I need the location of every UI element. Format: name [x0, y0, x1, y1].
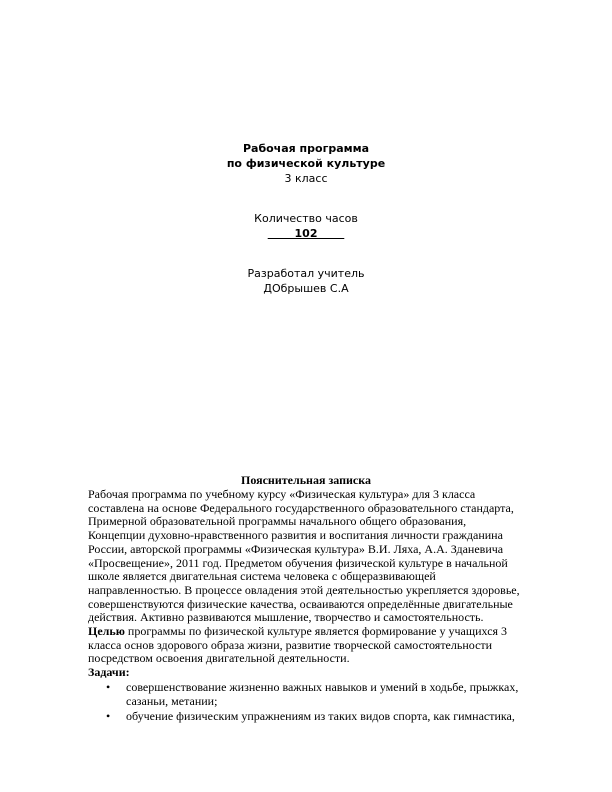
author-label: Разработал учитель: [247, 267, 365, 280]
program-subject: по физической культуре: [226, 157, 386, 170]
hours-value: 102: [267, 227, 345, 240]
author-name: ДОбрышев С.А: [263, 282, 349, 295]
title-block: [0, 141, 612, 186]
tasks-list: [88, 681, 528, 726]
list-item: [88, 681, 528, 708]
tasks-label: Задачи:: [88, 665, 130, 680]
note-body: [88, 488, 520, 680]
author-block: [0, 266, 612, 296]
note-heading: Пояснительная записка: [240, 473, 371, 487]
list-item: [88, 710, 528, 724]
bullet-icon: •: [106, 680, 111, 694]
hours-label: Количество часов: [254, 212, 358, 225]
program-title: Рабочая программа: [242, 142, 370, 155]
goal-text: программы по физической культуре является формирование у учащихся 3 класса основ здорового образа жизни, развитие творческой самостоятельности посредством освоения двигательной деятельности.: [88, 624, 508, 666]
goal-label: Целью: [88, 624, 125, 639]
note-paragraph: Рабочая программа по учебному курсу «Физическая культура» для 3 класса составлена на основе Федерального государственного образовательного стандарта, Примерной образовательной программы начального общего образования, Концепции духовно-нравственного развития и воспитания личности гражданина России, авторской программы «Физическая культура» В.И. Ляха, А.А. Зданевича «Просвещение», 2011 год. Предметом обучения физической культуре в начальной школе является двигательная система человека с общеразвивающей направленностью. В процессе овладения этой деятельностью укрепляется здоровье, совершенствуются физические качества, осваиваются определённые двигательные действия. Активно развиваются мышление, творчество и самостоятельность.: [88, 487, 520, 625]
goal-paragraph: [88, 625, 520, 666]
program-grade: 3 класс: [284, 172, 328, 185]
task-text: совершенствование жизненно важных навыков и умений в ходьбе, прыжках, сазаньи, метании;: [126, 680, 519, 708]
task-text: обучение физическим упражнениям из таких видов спорта, как гимнастика,: [126, 709, 515, 724]
bullet-icon: •: [106, 709, 111, 724]
hours-block: [0, 211, 612, 241]
